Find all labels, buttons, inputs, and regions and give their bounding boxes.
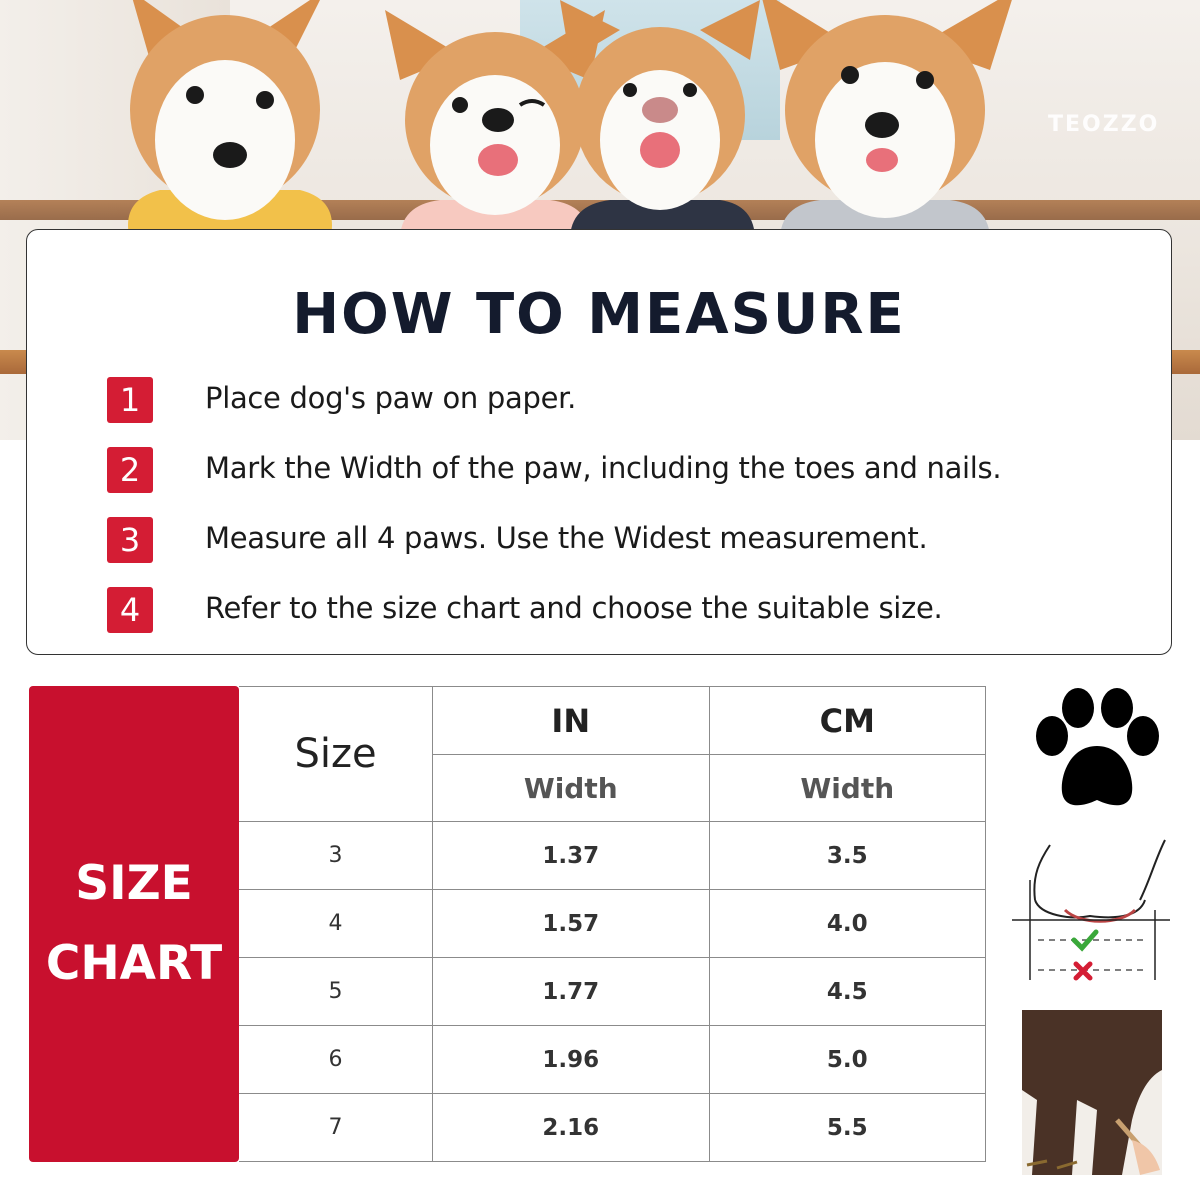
cell-cm: 4.0 <box>709 890 986 958</box>
size-chart-label <box>29 686 239 1162</box>
header-in: IN <box>433 687 710 755</box>
puppy-3-image <box>560 0 760 250</box>
size-chart-label-line2: CHART <box>45 936 223 991</box>
paw-measure-diagram-icon <box>1010 830 1175 985</box>
measure-step <box>107 377 1147 423</box>
measure-step <box>107 447 1147 493</box>
cell-in: 1.96 <box>433 1026 710 1094</box>
step-text: Refer to the size chart and choose the suitable size. <box>205 591 943 625</box>
step-text: Mark the Width of the paw, including the toes and nails. <box>205 451 1002 485</box>
cell-cm: 4.5 <box>709 958 986 1026</box>
puppy-1-image <box>100 0 350 260</box>
measure-step <box>107 587 1147 633</box>
puppy-4-image <box>740 0 1030 260</box>
cell-in: 1.77 <box>433 958 710 1026</box>
table-row <box>239 1026 986 1094</box>
table-row <box>239 958 986 1026</box>
cell-size: 7 <box>239 1094 433 1162</box>
table-header-row <box>239 687 986 755</box>
cell-in: 1.37 <box>433 822 710 890</box>
step-number-badge: 1 <box>107 377 153 423</box>
measure-step <box>107 517 1147 563</box>
table-row <box>239 822 986 890</box>
header-in-width: Width <box>433 755 710 822</box>
cell-in: 2.16 <box>433 1094 710 1162</box>
how-to-measure-title: HOW TO MEASURE <box>292 282 906 347</box>
step-number-badge: 4 <box>107 587 153 633</box>
step-number-badge: 3 <box>107 517 153 563</box>
how-to-measure-card <box>26 229 1172 655</box>
header-cm: CM <box>709 687 986 755</box>
step-number-badge: 2 <box>107 447 153 493</box>
cell-cm: 5.0 <box>709 1026 986 1094</box>
step-text: Measure all 4 paws. Use the Widest measurement. <box>205 521 928 555</box>
table-row <box>239 1094 986 1162</box>
dog-paw-photo <box>1022 1010 1162 1175</box>
cell-in: 1.57 <box>433 890 710 958</box>
cell-cm: 3.5 <box>709 822 986 890</box>
header-size: Size <box>239 687 433 822</box>
size-chart-label-line1: SIZE <box>75 856 193 911</box>
cross-icon <box>1076 964 1090 978</box>
header-cm-width: Width <box>709 755 986 822</box>
paw-print-icon <box>1030 688 1165 812</box>
cell-size: 4 <box>239 890 433 958</box>
cell-size: 3 <box>239 822 433 890</box>
cell-size: 5 <box>239 958 433 1026</box>
table-row <box>239 890 986 958</box>
brand-watermark: TEOZZO <box>1048 112 1160 137</box>
size-table <box>239 686 986 1162</box>
cell-size: 6 <box>239 1026 433 1094</box>
step-text: Place dog's paw on paper. <box>205 381 577 415</box>
cell-cm: 5.5 <box>709 1094 986 1162</box>
